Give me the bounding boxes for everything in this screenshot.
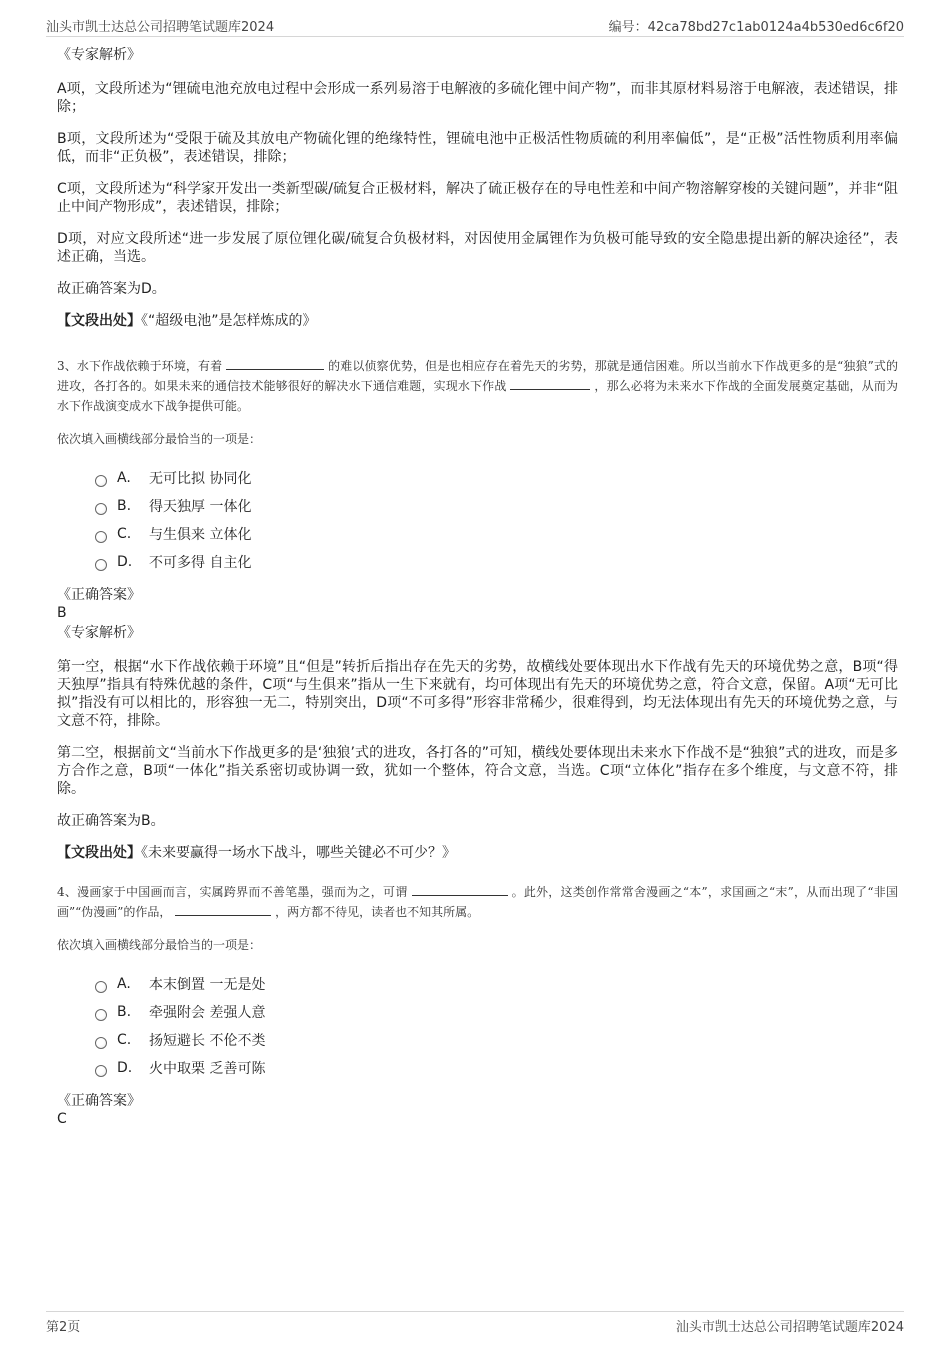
q4-options [95, 970, 898, 1082]
header-title: 汕头市凯士达总公司招聘笔试题库2024 [46, 20, 275, 35]
page-footer [46, 1311, 904, 1334]
q3-option-b[interactable] [95, 492, 898, 520]
q2-source-title: 《“超级电池”是怎样炼成的》 [141, 313, 317, 329]
q3-option-d[interactable] [95, 548, 898, 576]
q2-analysis-b: B项，文段所述为“受限于硫及其放电产物硫化锂的绝缘特性，锂硫电池中正极活性物质硫的利用率偏低”，是“正极”活性物质利用率偏低，而非“正负极”，表述错误，排除； [57, 131, 898, 165]
q3-blank-2 [510, 377, 590, 390]
option-text: 得天独厚 一体化 [149, 499, 252, 515]
q3-stem [57, 356, 898, 416]
q4-stem-part2: 。此外，这类创作常常舍漫画之“本”，求国画之“末”，从而出现了“非国画”“伪漫画”的作品， [57, 885, 898, 919]
q3-prompt: 依次填入画横线部分最恰当的一项是： [57, 432, 262, 446]
q2-analysis-d: D项，对应文段所述“进一步发展了原位锂化碳/硫复合负极材料，对因使用金属锂作为负极可能导致的安全隐患提出新的解决途径”，表述正确，当选。 [57, 231, 898, 265]
q4-blank-1 [412, 883, 508, 896]
q3-conclusion: 故正确答案为B。 [57, 813, 165, 829]
option-text: 扬短避长 不伦不类 [149, 1033, 266, 1049]
q4-stem-part1: 4、漫画家于中国画而言，实属跨界而不善笔墨，强而为之，可谓 [57, 885, 408, 899]
radio-icon[interactable] [95, 475, 107, 487]
radio-icon[interactable] [95, 1037, 107, 1049]
option-letter: A. [117, 470, 131, 486]
option-text: 与生俱来 立体化 [149, 527, 252, 543]
q3-options [95, 464, 898, 576]
option-text: 牵强附会 差强人意 [149, 1005, 266, 1021]
q4-stem [57, 882, 898, 922]
q4-stem-part3: ，两方都不待见，读者也不知其所属。 [275, 905, 480, 919]
q3-analysis-1: 第一空，根据“水下作战依赖于环境”且“但是”转折后指出存在先天的劣势，故横线处要体现出水下作战有先天的环境优势之意，B项“得天独厚”指具有特殊优越的条件，C项“与生俱来”指从一生下来就有，均可体现出有先天的环境优势之意，符合文意，保留。A项“无可比拟”指没有可以相比的，形容独一无二，特别突出，D项“不可多得”形容非常稀少，很难得到，均无法体现出有先天的环境优势之意，与文意不符，排除。 [57, 659, 898, 729]
q4-answer-label: 《正确答案》 [57, 1093, 141, 1109]
q2-analysis-c: C项，文段所述为“科学家开发出一类新型碳/硫复合正极材料，解决了硫正极存在的导电性差和中间产物溶解穿梭的关键问题”，并非“阻止中间产物形成”，表述错误，排除； [57, 181, 898, 215]
q3-stem-part2: 的难以侦察优势，但是也相应存在着先天的劣势，那就是通信困难。所以当前水下作战更多的是“独狼”式的进攻，各打各的。如果未来的通信技术能够很好的解决水下通信难题，实现水下作战 [57, 359, 898, 393]
q2-conclusion: 故正确答案为D。 [57, 281, 166, 297]
option-text: 火中取栗 乏善可陈 [149, 1061, 266, 1077]
q4-answer: C [57, 1111, 67, 1127]
option-text: 不可多得 自主化 [149, 555, 252, 571]
q3-source-tag: 【文段出处】 [57, 845, 141, 861]
option-letter: A. [117, 976, 131, 992]
q3-option-a[interactable] [95, 464, 898, 492]
q2-source [57, 312, 898, 330]
option-text: 无可比拟 协同化 [149, 471, 252, 487]
q3-answer: B [57, 605, 67, 621]
q4-option-d[interactable] [95, 1054, 898, 1082]
q4-option-c[interactable] [95, 1026, 898, 1054]
page-header [46, 14, 904, 37]
q3-stem-part1: 3、水下作战依赖于环境，有着 [57, 359, 223, 373]
q3-analysis-2: 第二空，根据前文“当前水下作战更多的是‘独狼’式的进攻，各打各的”可知，横线处要体现出未来水下作战不是“独狼”式的进攻，而是多方合作之意，B项“一体化”指关系密切或协调一致，犹如一个整体，符合文意，当选。C项“立体化”指存在多个维度，与文意不符，排除。 [57, 745, 898, 797]
page-content [57, 46, 898, 1130]
option-letter: D. [117, 1060, 133, 1076]
q2-analysis-a: A项，文段所述为“锂硫电池充放电过程中会形成一系列易溶于电解液的多硫化锂中间产物”，而非其原材料易溶于电解液，表述错误，排除； [57, 81, 898, 115]
radio-icon[interactable] [95, 1009, 107, 1021]
radio-icon[interactable] [95, 559, 107, 571]
option-letter: C. [117, 526, 132, 542]
q3-answer-label: 《正确答案》 [57, 587, 141, 603]
header-serial: 编号：42ca78bd27c1ab0124a4b530ed6c6f20 [608, 20, 904, 35]
footer-title: 汕头市凯士达总公司招聘笔试题库2024 [675, 1320, 904, 1335]
q3-stem-part3: ，那么必将为未来水下作战的全面发展奠定基础，从而为水下作战演变成水下战争提供可能。 [57, 379, 898, 413]
q2-analysis-label: 《专家解析》 [57, 47, 141, 63]
option-letter: B. [117, 498, 132, 514]
q3-source [57, 844, 898, 862]
option-letter: C. [117, 1032, 132, 1048]
q3-option-c[interactable] [95, 520, 898, 548]
option-text: 本末倒置 一无是处 [149, 977, 266, 993]
q4-option-b[interactable] [95, 998, 898, 1026]
radio-icon[interactable] [95, 531, 107, 543]
radio-icon[interactable] [95, 1065, 107, 1077]
q3-source-title: 《未来要赢得一场水下战斗，哪些关键必不可少？》 [141, 845, 456, 861]
radio-icon[interactable] [95, 503, 107, 515]
page-number: 第2页 [46, 1320, 81, 1335]
q4-prompt: 依次填入画横线部分最恰当的一项是： [57, 938, 262, 952]
q3-analysis-label: 《专家解析》 [57, 625, 141, 641]
q4-blank-2 [175, 903, 271, 916]
option-letter: B. [117, 1004, 132, 1020]
q3-blank-1 [226, 357, 324, 370]
option-letter: D. [117, 554, 133, 570]
radio-icon[interactable] [95, 981, 107, 993]
q2-source-tag: 【文段出处】 [57, 313, 141, 329]
q4-option-a[interactable] [95, 970, 898, 998]
